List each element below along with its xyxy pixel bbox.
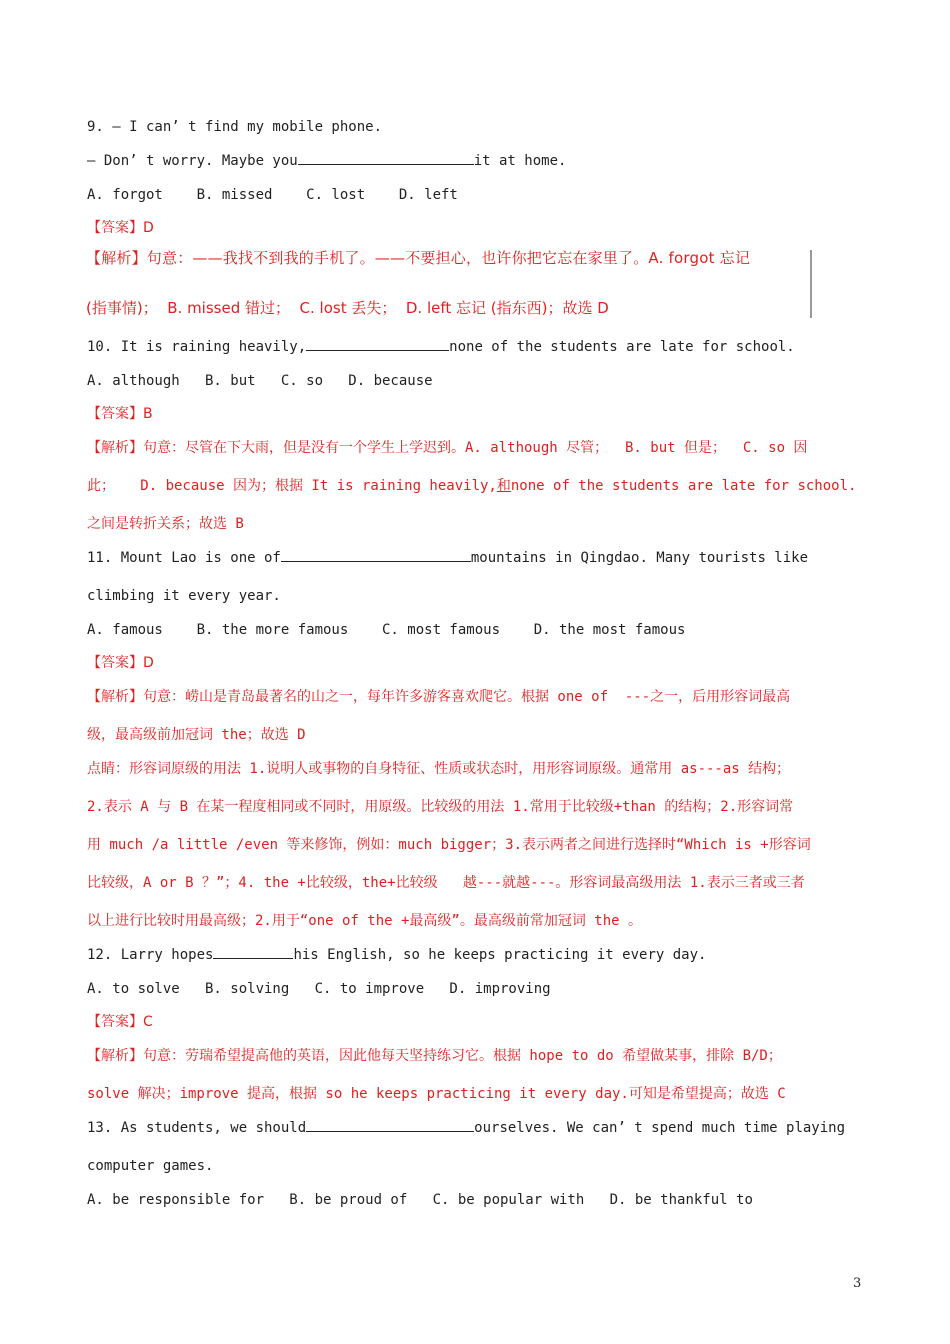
q12-options: A. to solve B. solving C. to improve D. improving	[87, 981, 551, 997]
q12-answer-blank	[213, 945, 293, 959]
q11-tip-line1: 点睛：形容词原级的用法 1.说明人或事物的自身特征、性质或状态时，用形容词原级。通常用 as---as 结构；	[87, 761, 791, 777]
q9-analysis-image	[86, 242, 812, 318]
q12-analysis-line1: 【解析】句意：劳瑞希望提高他的英语，因此他每天坚持练习它。根据 hope to do 希望做某事，排除 B/D；	[87, 1048, 782, 1064]
q9-analysis-line2: (指事情)； B. missed 错过； C. lost 丢失； D. left 忘记 (指东西)；故选 D	[86, 299, 609, 317]
q11-stem-part2: mountains in Qingdao. Many tourists like	[470, 550, 809, 566]
image-edge-divider	[810, 250, 812, 318]
q13-stem-part1: 13. As students, we should	[87, 1120, 307, 1136]
q10-options: A. although B. but C. so D. because	[87, 373, 433, 389]
q11-answer-blank	[281, 548, 471, 562]
q10-analysis-he: 和	[496, 478, 511, 494]
q9-answer-blank	[298, 151, 474, 165]
q13-stem-part2: ourselves. We can’ t spend much time playing	[474, 1120, 846, 1136]
page-number: 3	[853, 1276, 862, 1291]
q13-stem-line1	[87, 1118, 845, 1138]
q11-stem-line1	[87, 548, 808, 568]
q12-stem	[87, 945, 706, 965]
q11-tip-line2: 2.表示 A 与 B 在某一程度相同或不同时，用原级。比较级的用法 1.常用于比较级+than 的结构；2.形容词常	[87, 799, 794, 815]
q9-stem-line2	[87, 151, 566, 171]
q9-stem-part1: — Don’ t worry. Maybe you	[87, 153, 298, 169]
q12-stem-part2: his English, so he keeps practicing it every day.	[293, 947, 707, 963]
q9-options: A. forgot B. missed C. lost D. left	[87, 187, 458, 203]
q9-analysis-line1: 【解析】句意：——我找不到我的手机了。——不要担心，也许你把它忘在家里了。A. forgot 忘记	[86, 249, 751, 267]
q13-options: A. be responsible for B. be proud of C. be popular with D. be thankful to	[87, 1192, 753, 1208]
q11-answer: 【答案】D	[87, 655, 154, 671]
q10-stem	[87, 337, 795, 357]
q10-analysis-line1: 【解析】句意：尽管在下大雨，但是没有一个学生上学迟到。A. although 尽管； B. but 但是； C. so 因	[87, 440, 808, 456]
q10-analysis-line3: 之间是转折关系；故选 B	[87, 516, 244, 532]
q11-options: A. famous B. the more famous C. most famous D. the most famous	[87, 622, 686, 638]
q11-analysis-line1: 【解析】句意：崂山是青岛最著名的山之一，每年许多游客喜欢爬它。根据 one of ---之一，后用形容词最高	[87, 689, 791, 705]
q10-stem-part1: 10. It is raining heavily,	[87, 339, 307, 355]
q12-stem-part1: 12. Larry hopes	[87, 947, 214, 963]
q11-analysis-line2: 级，最高级前加冠词 the；故选 D	[87, 727, 306, 743]
q10-stem-part2: none of the students are late for school.	[449, 339, 795, 355]
q9-answer: 【答案】D	[87, 220, 154, 236]
q9-stem-line1: 9. — I can’ t find my mobile phone.	[87, 119, 383, 135]
q11-tip-line4: 比较级，A or B ？”；4. the +比较级，the+比较级 越---就越---。形容词最高级用法 1.表示三者或三者	[87, 875, 805, 891]
q10-analysis-part1: 此； D. because 因为；根据 It is raining heavily,	[87, 478, 497, 494]
q12-answer: 【答案】C	[87, 1014, 153, 1030]
q10-analysis-part2: none of the students are late for school.	[510, 478, 857, 494]
q10-answer: 【答案】B	[87, 406, 153, 422]
q11-stem-part1: 11. Mount Lao is one of	[87, 550, 281, 566]
q11-tip-line3: 用 much /a little /even 等来修饰，例如：much bigger；3.表示两者之间进行选择时“Which is +形容词	[87, 837, 811, 853]
q10-answer-blank	[306, 337, 449, 351]
q10-analysis-line2	[87, 476, 856, 496]
q9-stem-part2: it at home.	[473, 153, 567, 169]
q11-tip-line5: 以上进行比较时用最高级；2.用于“one of the +最高级”。最高级前常加冠词 the 。	[87, 913, 643, 929]
q13-stem-line2: computer games.	[87, 1158, 214, 1174]
q12-analysis-line2: solve 解决；improve 提高，根据 so he keeps practicing it every day.可知是希望提高；故选 C	[87, 1086, 786, 1102]
q13-answer-blank	[306, 1118, 474, 1132]
q11-stem-line2: climbing it every year.	[87, 588, 281, 604]
